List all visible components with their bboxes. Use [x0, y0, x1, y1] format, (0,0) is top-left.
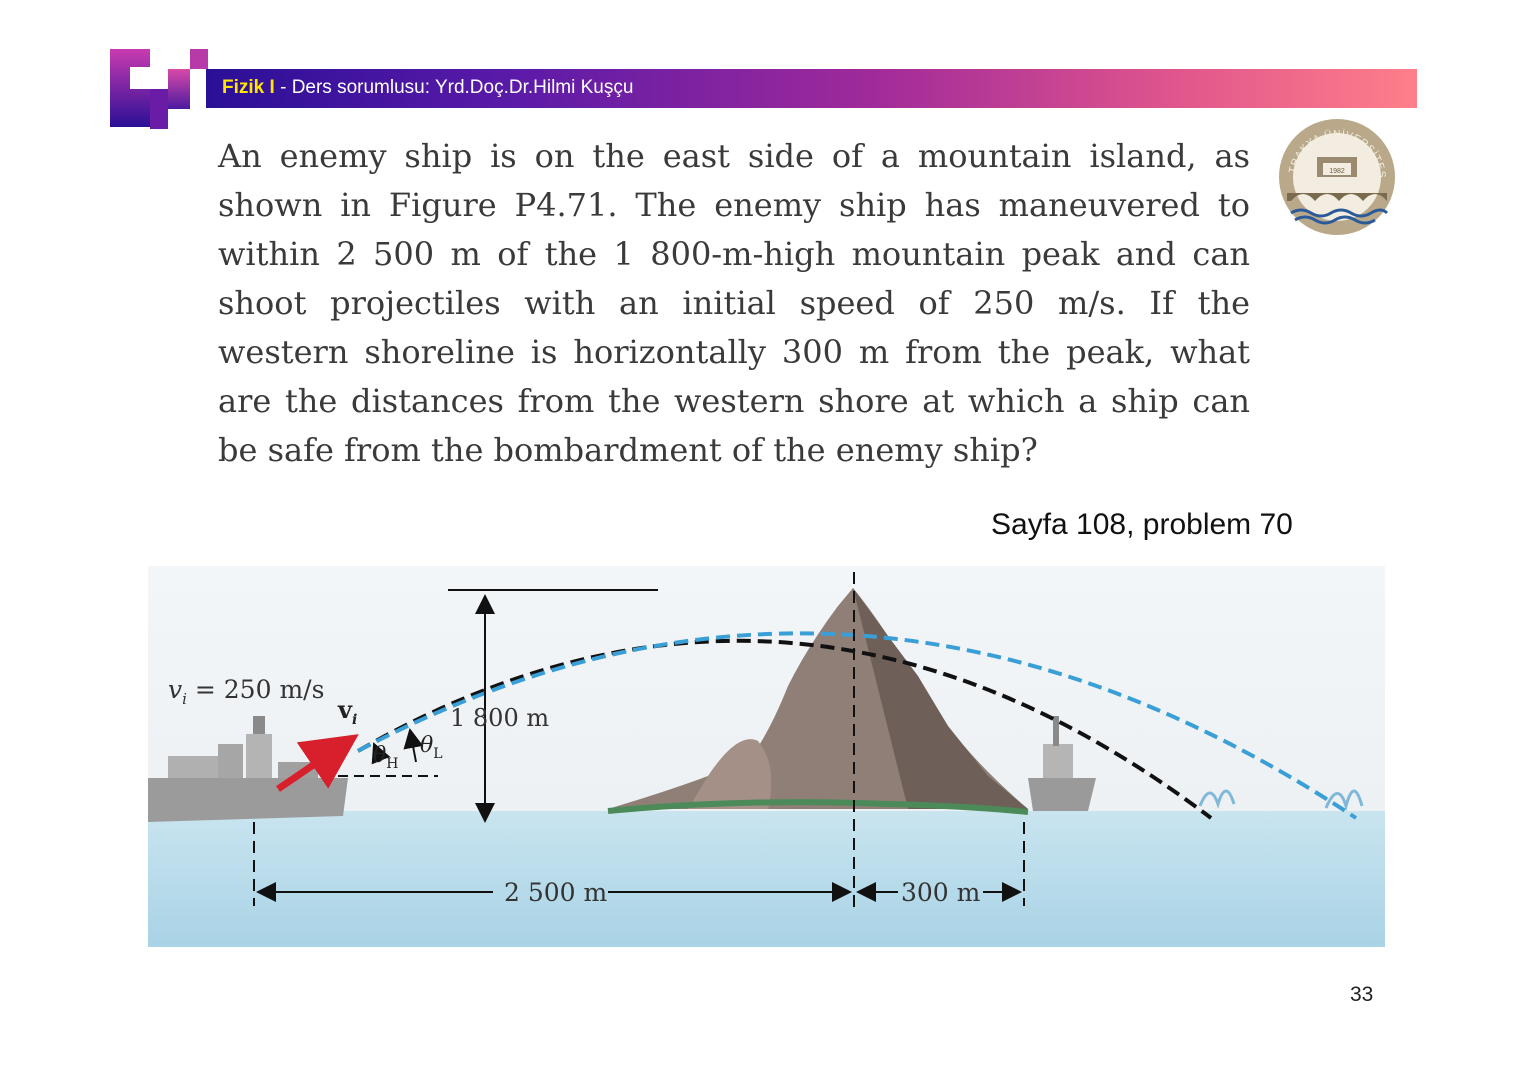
- textbook-reference: Sayfa 108, problem 70: [991, 508, 1293, 541]
- page-number: 33: [1350, 983, 1374, 1006]
- projectile-figure: [148, 566, 1385, 947]
- instructor-name: Ders sorumlusu: Yrd.Doç.Dr.Hilmi Kuşçu: [291, 77, 634, 98]
- speed-label: $v_i = 250$ m/s: [168, 675, 325, 708]
- theta-h-label: $\theta_H$: [373, 743, 399, 772]
- logo-year: 1982: [1329, 168, 1345, 175]
- distance-label: 2 500 m: [504, 878, 608, 907]
- velocity-vector-label: $v_i$: [338, 695, 358, 728]
- course-name: Fizik I: [222, 77, 275, 98]
- theta-l-label: $\theta_L$: [420, 733, 443, 762]
- height-label: 1 800 m: [450, 704, 550, 732]
- logo-text: TRAKYA ÜNİVERSİTES: [1287, 128, 1388, 180]
- header-title: Fizik I - Ders sorumlusu: Yrd.Doç.Dr.Hilmi Kuşçu: [222, 77, 634, 98]
- problem-statement: An enemy ship is on the east side of a mountain island, as shown in Figure P4.71. The enemy ship has maneuvered to within 2 500 m of the 1 800-m-high mountain peak and can shoot projectiles with an initial speed of 250 m/s. If the western shoreline is horizontally 300 m from the peak, what are the distances from the western shore at which a ship can be safe from the bombardment of the enemy ship?: [218, 137, 1250, 469]
- decorative-squares: [110, 49, 210, 129]
- sea: [148, 811, 1385, 947]
- shore-distance-label: 300 m: [901, 878, 981, 907]
- university-logo: [1277, 117, 1397, 237]
